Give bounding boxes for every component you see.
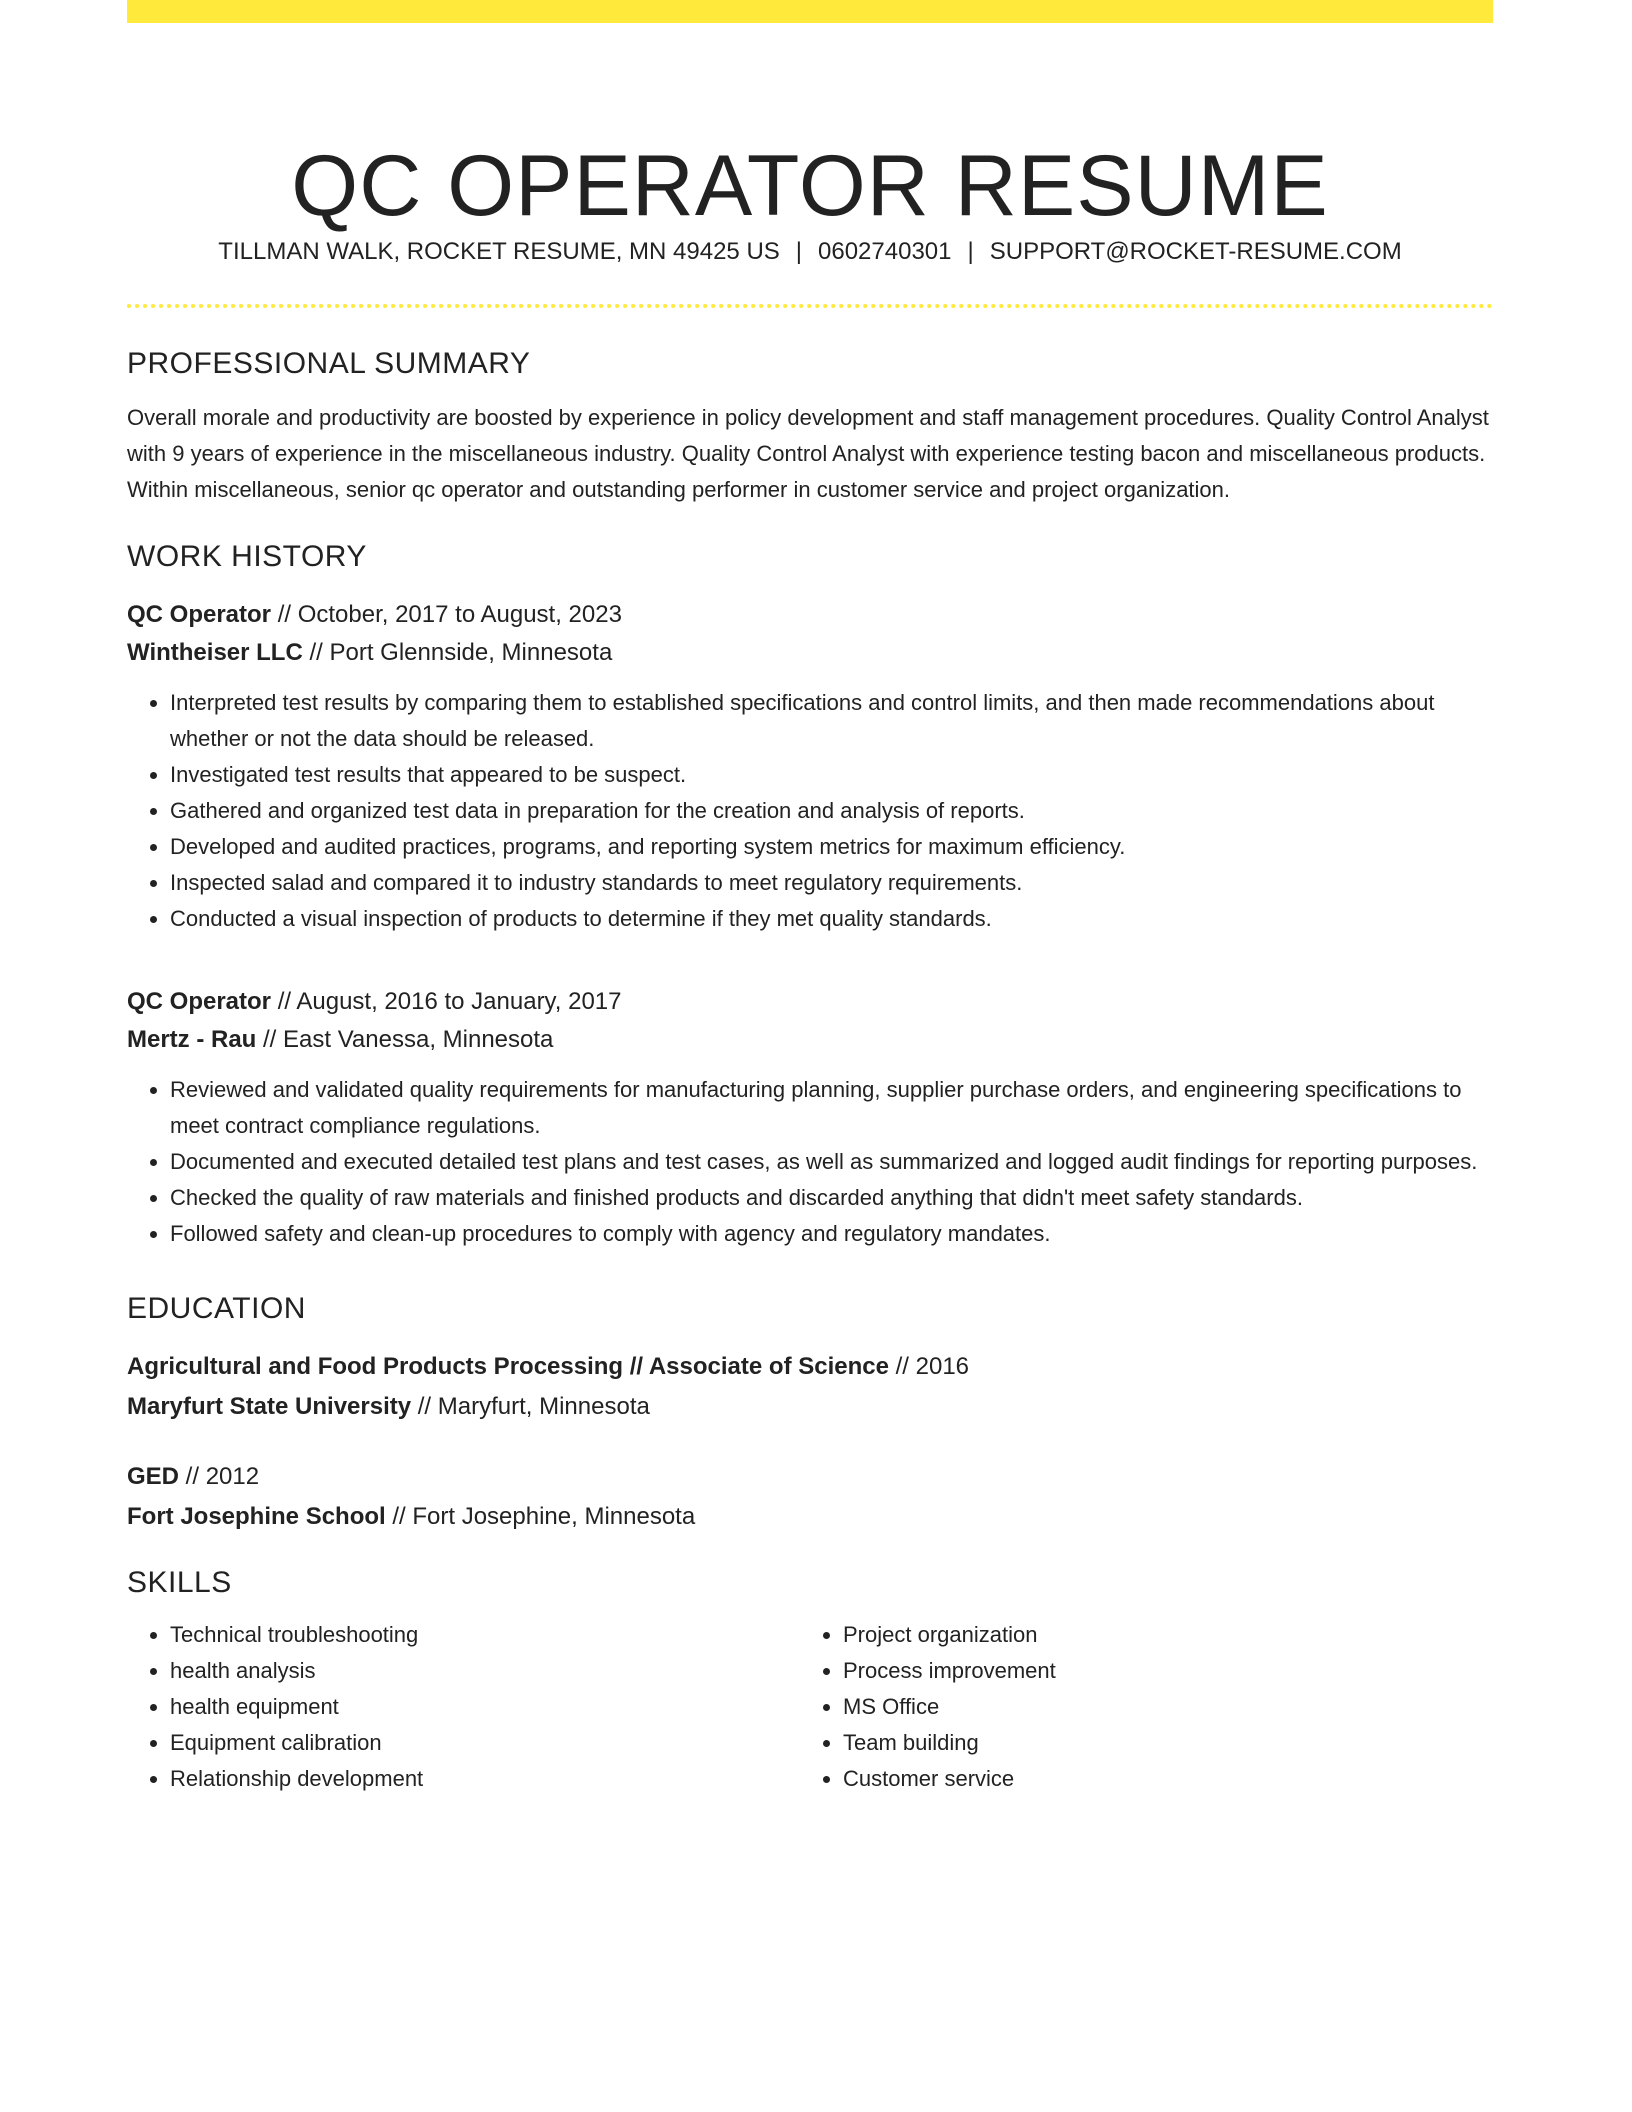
job-location: // Port Glennside, Minnesota — [302, 639, 613, 666]
education-degree: GED — [127, 1463, 180, 1490]
job-bullet: • Gathered and organized test data in preparation for the creation and analysis of reports. — [170, 793, 1493, 829]
job-bullet: • Investigated test results that appeared to be suspect. — [170, 757, 1493, 793]
education-degree-line — [127, 1347, 1493, 1387]
section-title-education: EDUCATION — [127, 1292, 306, 1325]
contact-separator: | — [967, 238, 974, 265]
job-company-line — [127, 634, 1493, 672]
job-company-line — [127, 1021, 1493, 1059]
job-bullet: • Conducted a visual inspection of products to determine if they met quality standards. — [170, 901, 1493, 937]
contact-phone: 0602740301 — [818, 238, 952, 265]
education-school: Fort Josephine School — [127, 1503, 386, 1530]
contact-email: SUPPORT@ROCKET-RESUME.COM — [989, 238, 1402, 265]
education-school-line — [127, 1387, 1493, 1427]
job-bullet: • Developed and audited practices, programs, and reporting system metrics for maximum efficiency. — [170, 829, 1493, 865]
job-role-line — [127, 983, 1493, 1021]
job-entry — [127, 596, 1493, 937]
skill-item: • Project organization — [843, 1617, 1473, 1653]
education-location: // Fort Josephine, Minnesota — [385, 1503, 696, 1530]
job-dates: // October, 2017 to August, 2023 — [271, 601, 622, 628]
resume-content — [127, 344, 1493, 1797]
job-role: QC Operator — [127, 601, 272, 628]
skill-item: • MS Office — [843, 1689, 1473, 1725]
job-dates: // August, 2016 to January, 2017 — [271, 988, 622, 1015]
skills-grid — [127, 1617, 1493, 1797]
skill-item: • Process improvement — [843, 1653, 1473, 1689]
job-bullet: • Documented and executed detailed test plans and test cases, as well as summarized and logged audit findings for reporting purposes. — [170, 1144, 1493, 1180]
skill-item: • Customer service — [843, 1761, 1473, 1797]
education-degree-line — [127, 1457, 1493, 1497]
job-bullet: • Checked the quality of raw materials and finished products and discarded anything that didn't meet safety standards. — [170, 1180, 1493, 1216]
job-bullet: • Followed safety and clean-up procedures to comply with agency and regulatory mandates. — [170, 1216, 1493, 1252]
education-degree: Agricultural and Food Products Processing // Associate of Science — [127, 1353, 889, 1380]
section-title-work-history: WORK HISTORY — [127, 540, 367, 573]
summary-text: Overall morale and productivity are boosted by experience in policy development and staff management procedures. Quality Control Analyst with 9 years of experience in the miscellaneous industry. Quality Control Analyst with experience testing bacon and miscellaneous products. Within miscellaneous, senior qc operator and outstanding performer in customer service and project organization. — [127, 405, 1489, 502]
job-company: Mertz - Rau — [127, 1026, 257, 1053]
skills-list-left — [127, 1617, 800, 1797]
job-bullet: • Inspected salad and compared it to industry standards to meet regulatory requirements. — [170, 865, 1493, 901]
contact-address: TILLMAN WALK, ROCKET RESUME, MN 49425 US — [218, 238, 780, 265]
job-role-line — [127, 596, 1493, 634]
education-entry — [127, 1347, 1493, 1427]
job-bullet: • Interpreted test results by comparing them to established specifications and control limits, and then made recommendations about whether or not the data should be released. — [170, 685, 1493, 757]
section-title-summary: PROFESSIONAL SUMMARY — [127, 347, 531, 380]
contact-separator: | — [795, 238, 803, 265]
job-entry — [127, 983, 1493, 1252]
skill-item: • Equipment calibration — [170, 1725, 800, 1761]
skill-item: • health equipment — [170, 1689, 800, 1725]
skill-item: • Team building — [843, 1725, 1473, 1761]
education-location: // Maryfurt, Minnesota — [411, 1393, 650, 1420]
job-location: // East Vanessa, Minnesota — [256, 1026, 554, 1053]
education-entry — [127, 1457, 1493, 1537]
job-bullet-list — [127, 685, 1493, 937]
skill-item: • health analysis — [170, 1653, 800, 1689]
accent-top-bar — [127, 0, 1493, 23]
skills-list-right — [800, 1617, 1473, 1797]
education-school: Maryfurt State University — [127, 1393, 412, 1420]
education-year: // 2016 — [888, 1353, 970, 1380]
job-bullet-list — [127, 1072, 1493, 1252]
education-school-line — [127, 1497, 1493, 1537]
resume-title: QC OPERATOR RESUME — [291, 137, 1329, 234]
job-role: QC Operator — [127, 988, 272, 1015]
contact-line — [127, 234, 1493, 270]
skill-item: • Relationship development — [170, 1761, 800, 1797]
job-bullet: • Reviewed and validated quality requirements for manufacturing planning, supplier purchase orders, and engineering specifications to meet contract compliance regulations. — [170, 1072, 1493, 1144]
skill-item: • Technical troubleshooting — [170, 1617, 800, 1653]
section-title-skills: SKILLS — [127, 1566, 232, 1599]
dotted-divider — [127, 304, 1493, 308]
education-year: // 2012 — [179, 1463, 260, 1490]
job-company: Wintheiser LLC — [127, 639, 303, 666]
